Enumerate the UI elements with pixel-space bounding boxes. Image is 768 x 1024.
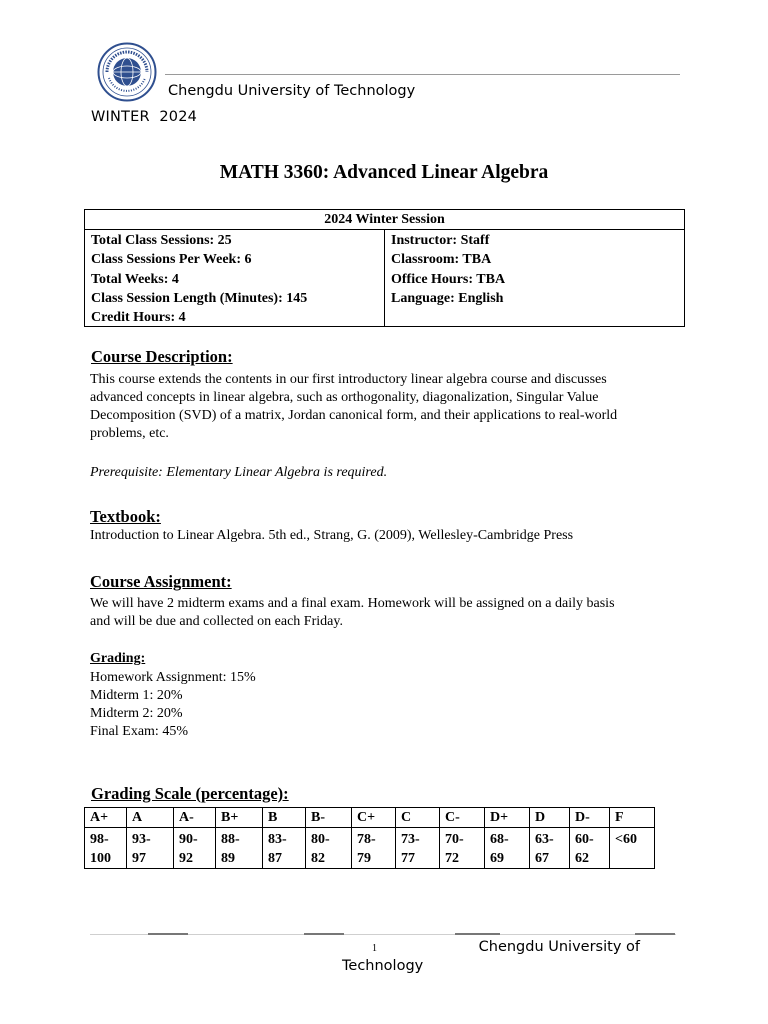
university-seal-logo (97, 42, 157, 102)
grade-letter-cell: B (263, 808, 306, 828)
range-high: 69 (490, 851, 504, 866)
textbook-heading: Textbook: (90, 507, 161, 526)
grade-letter-cell: C (396, 808, 440, 828)
grade-letter-cell: D- (570, 808, 610, 828)
footer-rule-accent (455, 933, 500, 935)
grade-letter-cell: B+ (216, 808, 263, 828)
range-high: 100 (90, 851, 111, 866)
session-info-right-column (385, 230, 684, 326)
course-description-heading: Course Description: (91, 347, 233, 366)
grade-letter-cell: D (530, 808, 570, 828)
total-class-sessions: Total Class Sessions: 25 (91, 233, 232, 248)
assignment-line: and will be due and collected on each Friday. (90, 614, 343, 629)
grade-range-cell (485, 828, 530, 869)
grade-range-cell (352, 828, 396, 869)
footer-university-name (300, 938, 680, 976)
textbook-citation: Introduction to Linear Algebra. 5th ed., Strang, G. (2009), Wellesley-Cambridge Press (90, 528, 574, 543)
footer-university-line: Technology (342, 958, 424, 974)
grading-item: Homework Assignment: 15% (90, 670, 256, 685)
range-low: 80- (311, 832, 330, 847)
session-info-heading: 2024 Winter Session (85, 210, 684, 230)
grading-item: Midterm 2: 20% (90, 706, 183, 721)
footer-rule-accent (304, 933, 344, 935)
grade-range-cell (127, 828, 174, 869)
grade-letter-row (85, 808, 655, 828)
session-info-left-column (85, 230, 385, 326)
range-high: 87 (268, 851, 282, 866)
range-low: 88- (221, 832, 240, 847)
course-assignment-heading: Course Assignment: (90, 572, 232, 591)
total-weeks: Total Weeks: 4 (91, 271, 179, 287)
prerequisite-note: Prerequisite: Elementary Linear Algebra is required. (90, 465, 388, 480)
grade-range-row (85, 828, 655, 869)
grade-range-cell (85, 828, 127, 869)
term-label: WINTER 2024 (91, 109, 198, 125)
footer-rule-accent (148, 933, 188, 935)
range-low: 70- (445, 832, 464, 847)
range-low: 68- (490, 832, 509, 847)
grading-item: Final Exam: 45% (90, 724, 188, 739)
grade-range-cell (174, 828, 216, 869)
class-sessions-per-week: Class Sessions Per Week: 6 (91, 252, 252, 268)
language: Language: English (391, 290, 504, 306)
range-high: 97 (132, 851, 146, 866)
course-title: MATH 3360: Advanced Linear Algebra (219, 162, 549, 183)
class-session-length: Class Session Length (Minutes): 145 (91, 290, 308, 306)
grade-range-cell (570, 828, 610, 869)
grade-range-cell (263, 828, 306, 869)
course-description-text (90, 371, 670, 443)
range-high: 89 (221, 851, 235, 866)
footer-rule-accent (635, 933, 675, 935)
footer-university-line: Chengdu University of (478, 939, 640, 955)
grade-letter-cell: D+ (485, 808, 530, 828)
header-university-name: Chengdu University of Technology (168, 83, 416, 99)
range-high: 92 (179, 851, 193, 866)
grading-scale-heading: Grading Scale (percentage): (91, 784, 289, 803)
grade-letter-cell: C+ (352, 808, 396, 828)
grade-range-cell (216, 828, 263, 869)
course-assignment-text (90, 595, 670, 631)
classroom: Classroom: TBA (391, 252, 492, 268)
grading-heading: Grading: (90, 651, 146, 666)
grade-range-cell (306, 828, 352, 869)
range-low: 93- (132, 832, 151, 847)
header-rule (165, 74, 680, 75)
grade-range-cell (610, 828, 655, 869)
range-low: 63- (535, 832, 554, 847)
grade-range-cell (396, 828, 440, 869)
grade-range-cell (440, 828, 485, 869)
range-high: 79 (357, 851, 371, 866)
description-line: advanced concepts in linear algebra, such as orthogonality, diagonalization, Singular Value (90, 390, 599, 405)
office-hours: Office Hours: TBA (391, 271, 506, 287)
grade-range-cell (530, 828, 570, 869)
credit-hours: Credit Hours: 4 (91, 310, 186, 326)
range-low: <60 (615, 832, 637, 847)
range-low: 98- (90, 832, 109, 847)
range-low: 83- (268, 832, 287, 847)
grade-letter-cell: A- (174, 808, 216, 828)
range-low: 60- (575, 832, 594, 847)
range-low: 73- (401, 832, 420, 847)
range-high: 67 (535, 851, 549, 866)
instructor: Instructor: Staff (391, 233, 490, 248)
grading-scale-table (84, 807, 655, 869)
grade-letter-cell: A+ (85, 808, 127, 828)
description-line: This course extends the contents in our first introductory linear algebra course and discusses (90, 372, 607, 387)
range-high: 62 (575, 851, 589, 866)
grade-letter-cell: B- (306, 808, 352, 828)
range-low: 90- (179, 832, 198, 847)
session-info-table (84, 209, 685, 327)
range-high: 77 (401, 851, 415, 866)
range-low: 78- (357, 832, 376, 847)
grading-breakdown-list (90, 669, 256, 741)
range-high: 82 (311, 851, 325, 866)
range-high: 72 (445, 851, 459, 866)
grade-letter-cell: F (610, 808, 655, 828)
page-number: 1 (372, 943, 377, 954)
description-line: Decomposition (SVD) of a matrix, Jordan canonical form, and their applications to real-world (90, 408, 618, 423)
grading-item: Midterm 1: 20% (90, 688, 183, 703)
grade-letter-cell: A (127, 808, 174, 828)
description-line: problems, etc. (90, 426, 169, 441)
assignment-line: We will have 2 midterm exams and a final exam. Homework will be assigned on a daily basis (90, 596, 615, 611)
grade-letter-cell: C- (440, 808, 485, 828)
